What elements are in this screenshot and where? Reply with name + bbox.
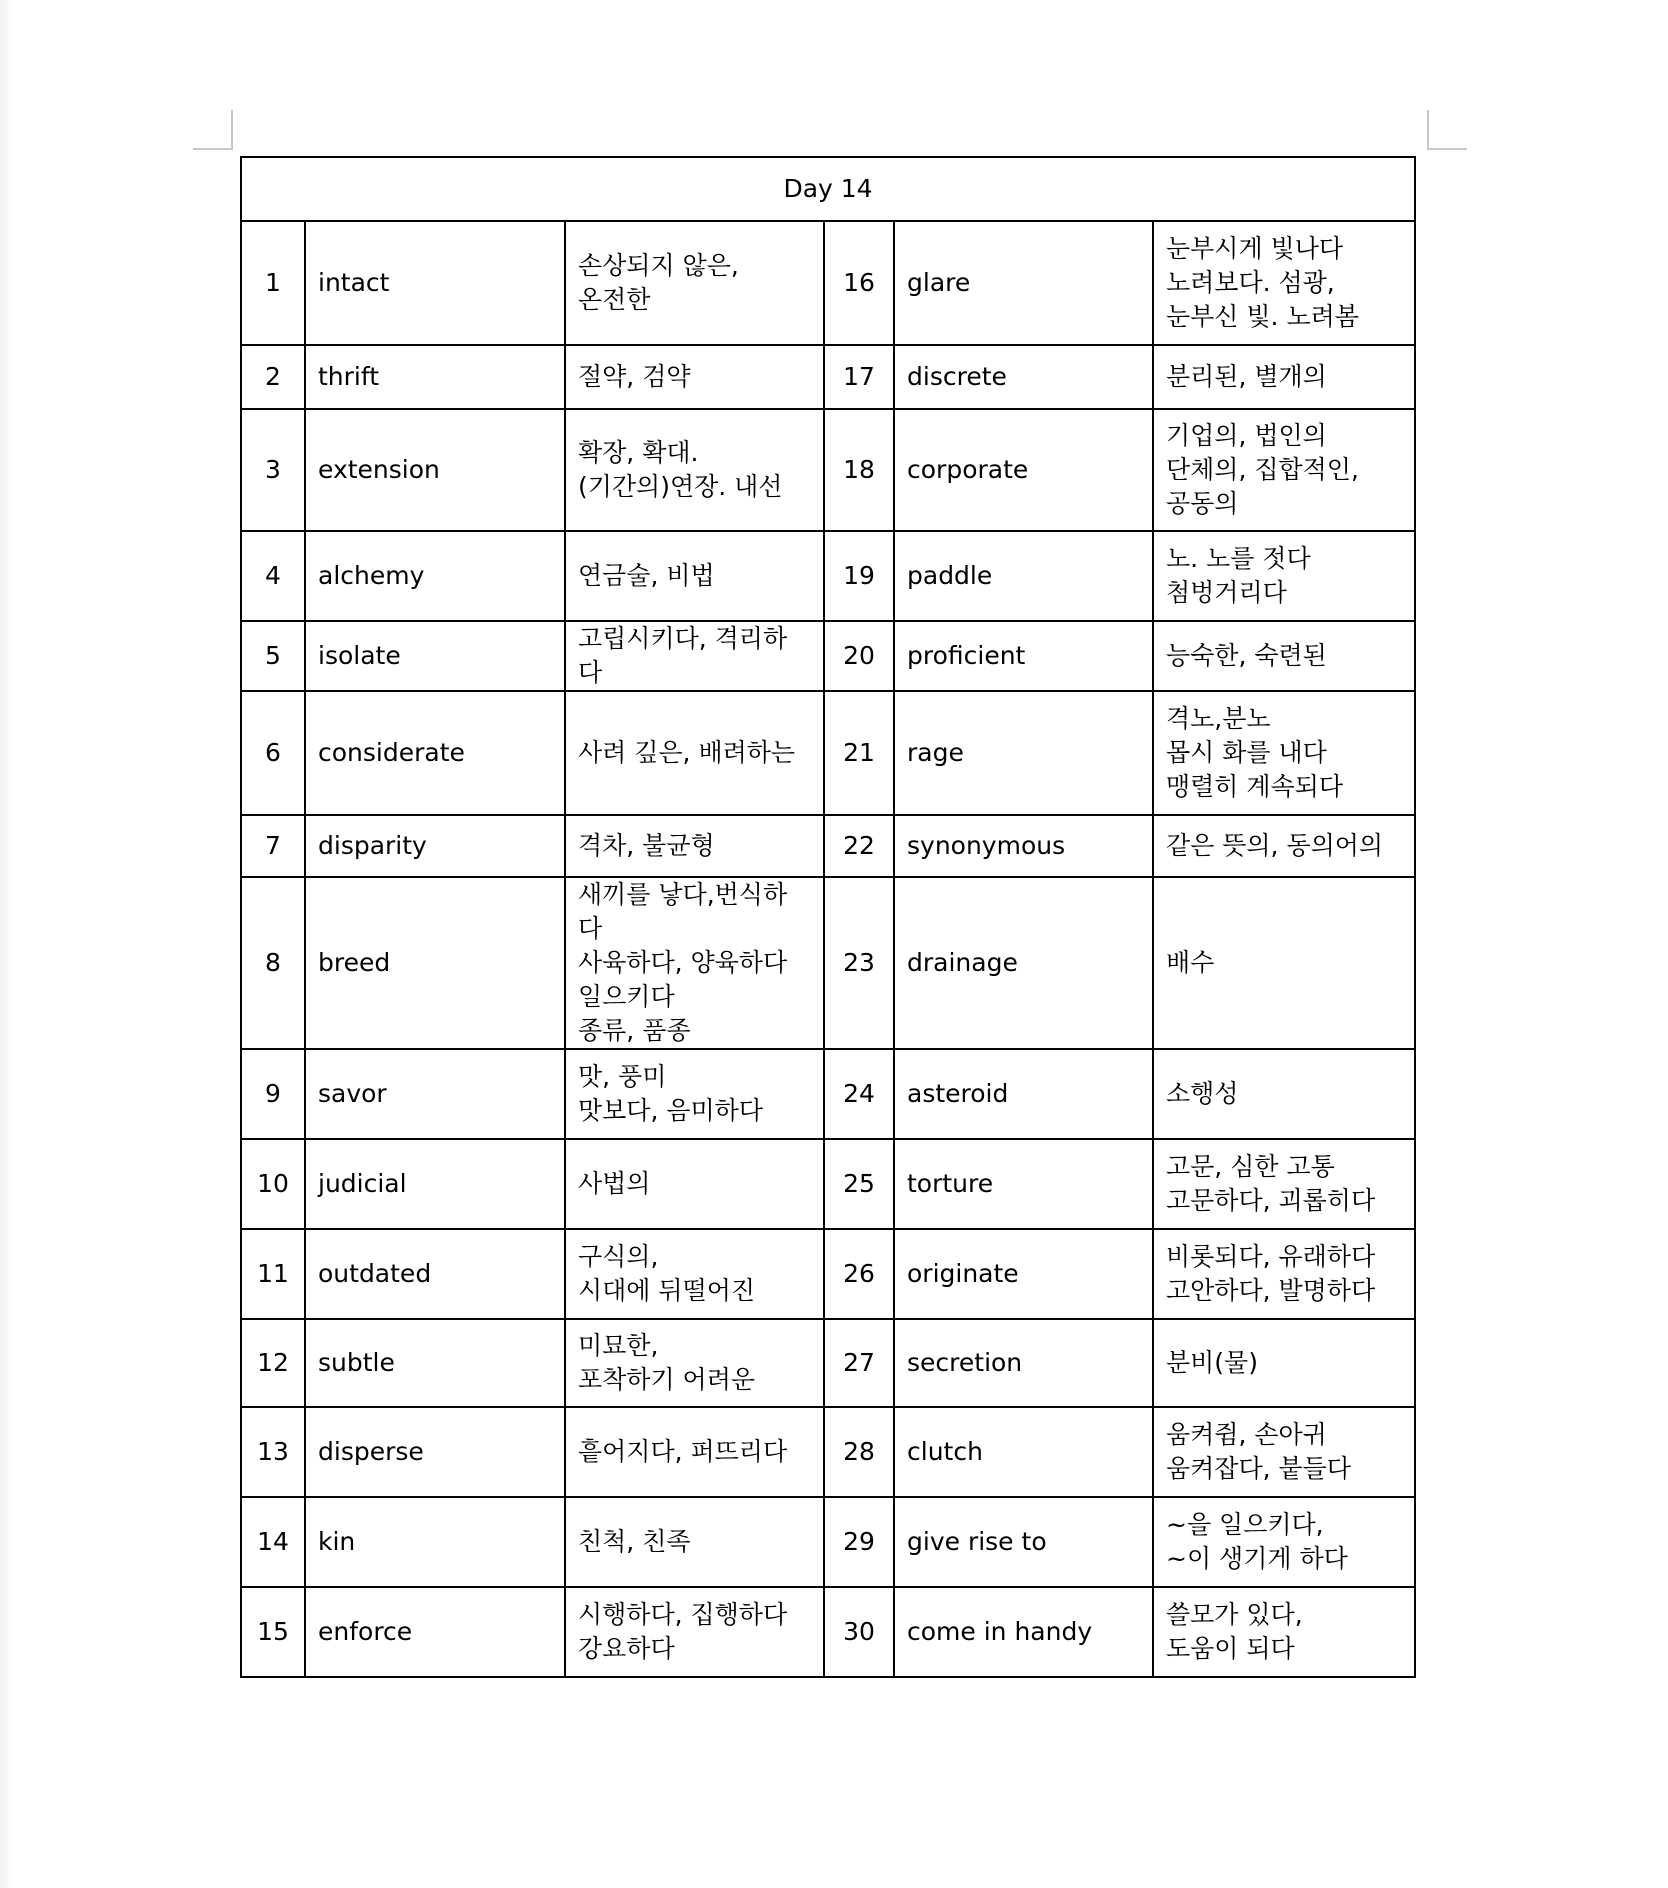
entry-meaning: 사법의 (565, 1139, 824, 1229)
table-row (241, 1229, 1415, 1319)
entry-meaning: 미묘한, 포착하기 어려운 (565, 1319, 824, 1407)
page-left-edge (0, 0, 14, 1888)
entry-meaning: 절약, 검약 (565, 345, 824, 409)
entry-meaning: ~을 일으키다, ~이 생기게 하다 (1153, 1497, 1415, 1587)
entry-number: 5 (241, 621, 305, 691)
entry-meaning: 친척, 친족 (565, 1497, 824, 1587)
entry-number: 2 (241, 345, 305, 409)
vocabulary-table (240, 156, 1416, 1678)
entry-meaning: 연금술, 비법 (565, 531, 824, 621)
entry-meaning: 비롯되다, 유래하다 고안하다, 발명하다 (1153, 1229, 1415, 1319)
entry-number: 30 (824, 1587, 894, 1677)
entry-word: secretion (894, 1319, 1153, 1407)
entry-number: 20 (824, 621, 894, 691)
entry-word: discrete (894, 345, 1153, 409)
entry-number: 24 (824, 1049, 894, 1139)
entry-number: 26 (824, 1229, 894, 1319)
entry-meaning: 기업의, 법인의 단체의, 집합적인, 공동의 (1153, 409, 1415, 531)
entry-number: 4 (241, 531, 305, 621)
entry-word: paddle (894, 531, 1153, 621)
entry-word: isolate (305, 621, 565, 691)
entry-number: 25 (824, 1139, 894, 1229)
entry-word: breed (305, 877, 565, 1049)
table-row (241, 1587, 1415, 1677)
entry-number: 12 (241, 1319, 305, 1407)
entry-number: 17 (824, 345, 894, 409)
table-row (241, 1497, 1415, 1587)
entry-word: considerate (305, 691, 565, 815)
entry-number: 22 (824, 815, 894, 877)
entry-word: come in handy (894, 1587, 1153, 1677)
entry-word: thrift (305, 345, 565, 409)
entry-number: 21 (824, 691, 894, 815)
entry-word: enforce (305, 1587, 565, 1677)
corner-mark-top-right (1427, 110, 1467, 150)
entry-meaning: 노. 노를 젓다 첨벙거리다 (1153, 531, 1415, 621)
entry-meaning: 사려 깊은, 배려하는 (565, 691, 824, 815)
entry-meaning: 분비(물) (1153, 1319, 1415, 1407)
table-row (241, 1049, 1415, 1139)
entry-word: torture (894, 1139, 1153, 1229)
entry-meaning: 고문, 심한 고통 고문하다, 괴롭히다 (1153, 1139, 1415, 1229)
entry-number: 28 (824, 1407, 894, 1497)
table-row (241, 691, 1415, 815)
table-row (241, 815, 1415, 877)
entry-number: 3 (241, 409, 305, 531)
entry-word: judicial (305, 1139, 565, 1229)
entry-number: 29 (824, 1497, 894, 1587)
entry-word: originate (894, 1229, 1153, 1319)
entry-word: glare (894, 221, 1153, 345)
table-title-row (241, 157, 1415, 221)
entry-meaning: 구식의, 시대에 뒤떨어진 (565, 1229, 824, 1319)
entry-meaning: 같은 뜻의, 동의어의 (1153, 815, 1415, 877)
entry-number: 10 (241, 1139, 305, 1229)
entry-number: 11 (241, 1229, 305, 1319)
entry-word: savor (305, 1049, 565, 1139)
entry-meaning: 격차, 불균형 (565, 815, 824, 877)
table-row (241, 1407, 1415, 1497)
entry-meaning: 격노,분노 몹시 화를 내다 맹렬히 계속되다 (1153, 691, 1415, 815)
entry-meaning: 배수 (1153, 877, 1415, 1049)
entry-word: extension (305, 409, 565, 531)
entry-meaning: 움켜쥠, 손아귀 움켜잡다, 붙들다 (1153, 1407, 1415, 1497)
entry-number: 15 (241, 1587, 305, 1677)
entry-number: 27 (824, 1319, 894, 1407)
entry-word: corporate (894, 409, 1153, 531)
corner-mark-top-left (193, 110, 233, 150)
entry-word: intact (305, 221, 565, 345)
table-row (241, 1319, 1415, 1407)
entry-word: subtle (305, 1319, 565, 1407)
entry-number: 13 (241, 1407, 305, 1497)
table-row (241, 221, 1415, 345)
table-row (241, 877, 1415, 1049)
entry-number: 1 (241, 221, 305, 345)
entry-word: synonymous (894, 815, 1153, 877)
entry-number: 14 (241, 1497, 305, 1587)
entry-number: 8 (241, 877, 305, 1049)
entry-meaning: 고립시키다, 격리하다 (565, 621, 824, 691)
entry-word: alchemy (305, 531, 565, 621)
entry-meaning: 손상되지 않은, 온전한 (565, 221, 824, 345)
entry-word: kin (305, 1497, 565, 1587)
entry-word: give rise to (894, 1497, 1153, 1587)
entry-word: disparity (305, 815, 565, 877)
entry-meaning: 분리된, 별개의 (1153, 345, 1415, 409)
entry-meaning: 눈부시게 빛나다 노려보다. 섬광, 눈부신 빛. 노려봄 (1153, 221, 1415, 345)
table-row (241, 531, 1415, 621)
table-row (241, 345, 1415, 409)
entry-word: clutch (894, 1407, 1153, 1497)
table-row (241, 409, 1415, 531)
entry-number: 7 (241, 815, 305, 877)
entry-number: 19 (824, 531, 894, 621)
entry-number: 6 (241, 691, 305, 815)
table-row (241, 621, 1415, 691)
entry-meaning: 새끼를 낳다,번식하다 사육하다, 양육하다 일으키다 종류, 품종 (565, 877, 824, 1049)
entry-word: asteroid (894, 1049, 1153, 1139)
entry-word: rage (894, 691, 1153, 815)
entry-meaning: 확장, 확대. (기간의)연장. 내선 (565, 409, 824, 531)
table-title: Day 14 (241, 157, 1415, 221)
table-row (241, 1139, 1415, 1229)
entry-number: 16 (824, 221, 894, 345)
entry-meaning: 흩어지다, 퍼뜨리다 (565, 1407, 824, 1497)
entry-word: drainage (894, 877, 1153, 1049)
entry-meaning: 능숙한, 숙련된 (1153, 621, 1415, 691)
entry-meaning: 쓸모가 있다, 도움이 되다 (1153, 1587, 1415, 1677)
entry-word: disperse (305, 1407, 565, 1497)
entry-number: 18 (824, 409, 894, 531)
entry-meaning: 시행하다, 집행하다 강요하다 (565, 1587, 824, 1677)
entry-meaning: 소행성 (1153, 1049, 1415, 1139)
entry-meaning: 맛, 풍미 맛보다, 음미하다 (565, 1049, 824, 1139)
entry-number: 23 (824, 877, 894, 1049)
entry-number: 9 (241, 1049, 305, 1139)
entry-word: outdated (305, 1229, 565, 1319)
entry-word: proficient (894, 621, 1153, 691)
